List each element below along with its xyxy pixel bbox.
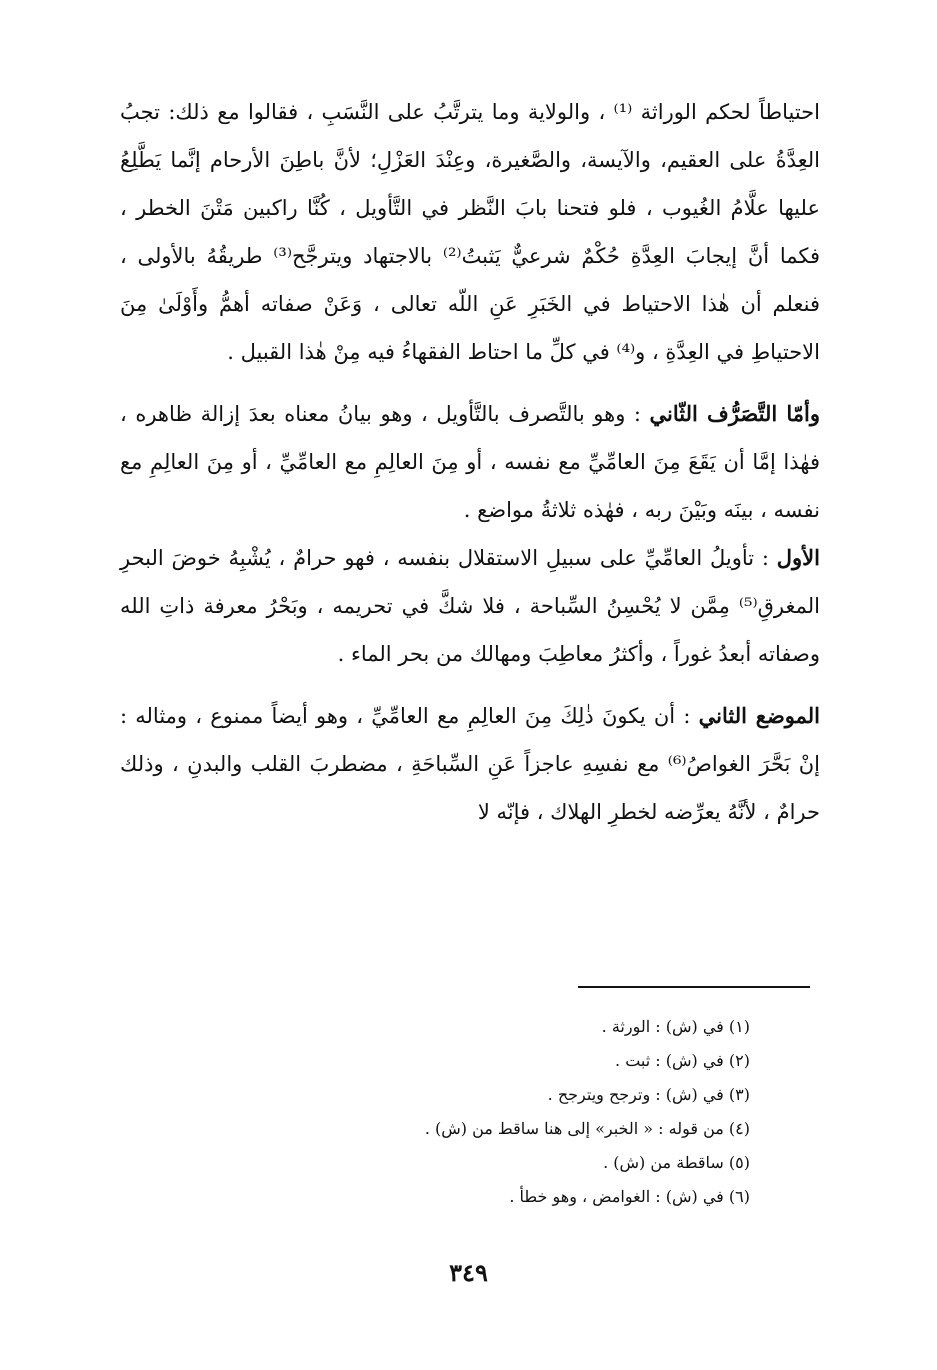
paragraph-3-text: : تأويلُ العامِّيِّ على سبيلِ الاستقلال بنفسه ، فهو حرامٌ ، يُشْبِهُ خوضَ البحرِ المغرقِ⁽⁵⁾ مِمَّن لا يُحْسِنُ السِّباحة ، فلا شكَّ في تحريمه ، وبَحْرُ معرفة ذاتِ الله وصفاته أبعدُ غوراً ، وأكثرُ معاطِبَ ومهالك من بحر الماء . <box>120 546 820 666</box>
paragraph-1 <box>120 88 820 376</box>
paragraph-3 <box>120 534 820 678</box>
paragraph-4-lead: الموضع الثاني <box>698 703 821 728</box>
paragraph-2-lead: وأمّا التَّصَرُّف الثّاني <box>649 401 820 426</box>
footnote-1: (١) في (ش) : الورثة . <box>601 1017 750 1036</box>
paragraph-4-text: : أن يكونَ ذٰلِكَ مِنَ العالِمِ مع العامِّيِّ ، وهو أيضاً ممنوع ، ومثاله : إنْ بَحَّرَ الغواصُ⁽⁶⁾ مع نفسِهِ عاجزاً عَنِ السِّباحَةِ ، مضطربَ القلب والبدنِ ، وذلك حرامٌ ، لأنَّهُ يعرِّضه لخطرِ الهلاك ، فإنّه لا <box>120 704 820 824</box>
footnote-4: (٤) من قوله : « الخبر» إلى هنا ساقط من (ش) . <box>424 1119 750 1138</box>
footnote-2: (٢) في (ش) : ثبت . <box>615 1051 750 1070</box>
footnote-5: (٥) ساقطة من (ش) . <box>603 1153 750 1172</box>
page-number: ٣٤٩ <box>449 1258 488 1287</box>
footnotes <box>300 1010 750 1214</box>
paragraph-3-lead: الأول <box>776 545 820 570</box>
main-text <box>120 88 820 836</box>
footnote-6: (٦) في (ش) : الغوامض ، وهو خطأ . <box>509 1187 750 1206</box>
paragraph-2-text: : وهو بالتَّصرف بالتَّأويل ، وهو بيانُ معناه بعدَ إزالة ظاهره ، فهٰذا إمَّا أن يَقَعَ مِنَ العامِّيِّ مع نفسه ، أو مِنَ العالِمِ مع العامِّيِّ ، أو مِنَ العالِمِ مع نفسه ، بينَه وبَيْنَ ربه ، فهٰذه ثلاثةُ مواضع . <box>120 402 820 522</box>
paragraph-4 <box>120 692 820 836</box>
paragraph-1-text: احتياطاً لحكم الوراثة ⁽¹⁾ ، والولاية وما يترتَّبُ على النَّسَبِ ، فقالوا مع ذلك: تجبُ العِدَّةُ على العقيم، والآيسة، والصَّغيرة، وعِنْدَ العَزْلِ؛ لأنَّ باطِنَ الأرحام إنَّما يَطَّلِعُ عليها علَّامُ الغُيوب ، فلو فتحنا بابَ النَّظر في التَّأويل ، كُنَّا راكبين مَتْنَ الخطر ، فكما أنَّ إيجابَ العِدَّةِ حُكْمٌ شرعيٌّ يَثبتُ⁽²⁾ بالاجتهاد ويترجَّح⁽³⁾ طريقُهُ بالأولى ، فنعلم أن هٰذا الاحتياط في الخَبَرِ عَنِ اللّه تعالى ، وَعَنْ صفاته أهمُّ وأَوْلَىٰ مِنَ الاحتياطِ في العِدَّةِ ، و⁽⁴⁾ في كلِّ ما احتاط الفقهاءُ فيه مِنْ هٰذا القبيل . <box>120 100 820 364</box>
footnote-3: (٣) في (ش) : وترجح ويترجح . <box>547 1085 750 1104</box>
footnote-divider <box>578 986 810 988</box>
paragraph-2 <box>120 390 820 534</box>
